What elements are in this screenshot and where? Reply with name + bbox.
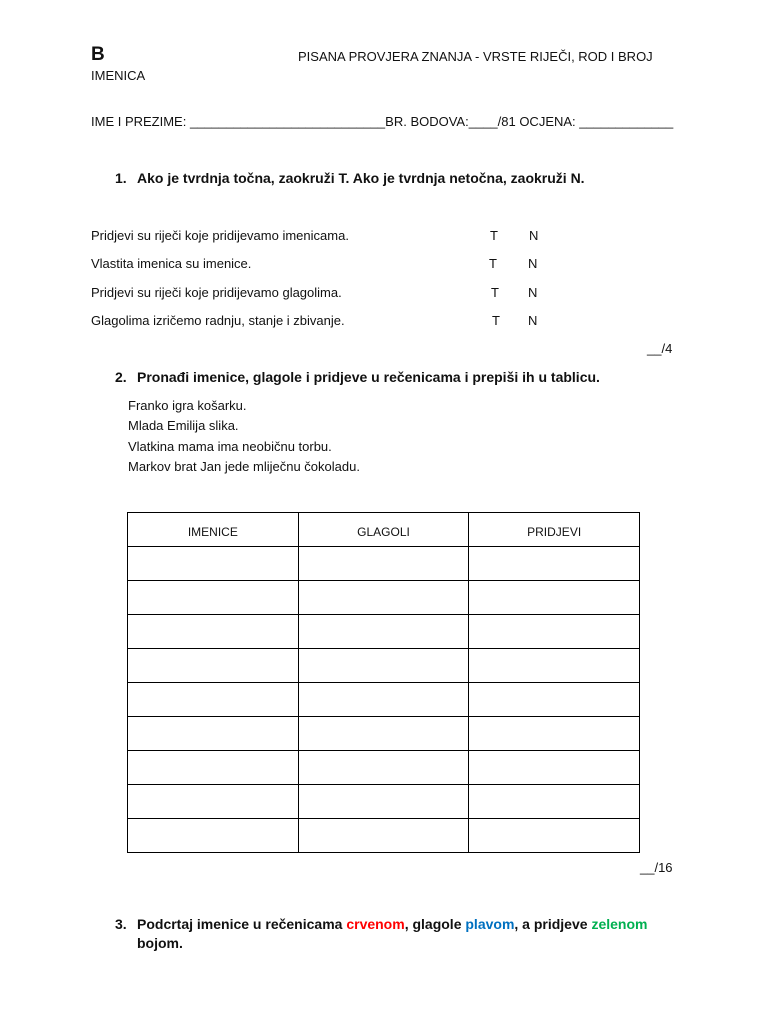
verb-cell[interactable]	[298, 819, 469, 853]
statement-1-true-option[interactable]: T	[490, 228, 498, 243]
question-3-text-mid-1: , glagole	[404, 916, 466, 932]
question-2-title	[115, 369, 600, 385]
statement-4: Glagolima izričemo radnju, stanje i zbivanje.	[91, 313, 345, 328]
noun-cell[interactable]	[128, 649, 299, 683]
question-3-number: 3.	[115, 916, 127, 932]
question-1-text: Ako je tvrdnja točna, zaokruži T. Ako je tvrdnja netočna, zaokruži N.	[137, 170, 585, 186]
statement-2-true-option[interactable]: T	[489, 256, 497, 271]
verb-cell[interactable]	[298, 615, 469, 649]
verb-cell[interactable]	[298, 751, 469, 785]
table-row	[128, 649, 640, 683]
adjective-cell[interactable]	[469, 751, 640, 785]
adjective-cell[interactable]	[469, 683, 640, 717]
statement-1: Pridjevi su riječi koje pridijevamo imenicama.	[91, 228, 349, 243]
table-body	[128, 547, 640, 853]
table-row	[128, 785, 640, 819]
column-header-adjectives: PRIDJEVI	[469, 513, 640, 547]
question-2-text: Pronađi imenice, glagole i pridjeve u rečenicama i prepiši ih u tablicu.	[137, 369, 600, 385]
question-2-score: __/16	[640, 860, 673, 875]
sentence-4: Markov brat Jan jede mliječnu čokoladu.	[128, 459, 360, 474]
adjective-cell[interactable]	[469, 581, 640, 615]
table-row	[128, 819, 640, 853]
question-3-text-start: Podcrtaj imenice u rečenicama	[137, 916, 347, 932]
verb-cell[interactable]	[298, 649, 469, 683]
statement-1-false-option[interactable]: N	[529, 228, 539, 243]
statement-3-false-option[interactable]: N	[528, 285, 538, 300]
noun-cell[interactable]	[128, 751, 299, 785]
table-row	[128, 683, 640, 717]
color-word-green: zelenom	[591, 916, 648, 932]
table-row	[128, 751, 640, 785]
document-title-continuation: IMENICA	[91, 68, 146, 83]
color-word-red: crvenom	[346, 916, 405, 932]
question-1-number: 1.	[115, 170, 127, 186]
column-header-verbs: GLAGOLI	[298, 513, 469, 547]
verb-cell[interactable]	[298, 581, 469, 615]
question-3-title	[115, 916, 647, 932]
noun-cell[interactable]	[128, 785, 299, 819]
table-row	[128, 717, 640, 751]
color-word-blue: plavom	[465, 916, 515, 932]
sentence-2: Mlada Emilija slika.	[128, 418, 239, 433]
adjective-cell[interactable]	[469, 717, 640, 751]
adjective-cell[interactable]	[469, 649, 640, 683]
noun-cell[interactable]	[128, 615, 299, 649]
verb-cell[interactable]	[298, 785, 469, 819]
statement-2: Vlastita imenica su imenice.	[91, 256, 252, 271]
noun-cell[interactable]	[128, 819, 299, 853]
table-row	[128, 615, 640, 649]
verb-cell[interactable]	[298, 547, 469, 581]
statement-2-false-option[interactable]: N	[528, 256, 538, 271]
table-row	[128, 547, 640, 581]
question-3-text-line-2: bojom.	[137, 935, 183, 951]
sentence-3: Vlatkina mama ima neobičnu torbu.	[128, 439, 332, 454]
student-info-line: IME I PREZIME: ___________________________BR. BODOVA:____/81 OCJENA: _____________	[91, 114, 674, 129]
column-header-nouns: IMENICE	[128, 513, 299, 547]
noun-cell[interactable]	[128, 683, 299, 717]
question-2-number: 2.	[115, 369, 127, 385]
question-1-score: __/4	[647, 341, 673, 356]
statement-3-true-option[interactable]: T	[491, 285, 499, 300]
statement-4-false-option[interactable]: N	[528, 313, 538, 328]
adjective-cell[interactable]	[469, 785, 640, 819]
adjective-cell[interactable]	[469, 615, 640, 649]
question-1-title	[115, 170, 585, 186]
table-header-row	[128, 513, 640, 547]
table-row	[128, 581, 640, 615]
noun-cell[interactable]	[128, 717, 299, 751]
document-title: PISANA PROVJERA ZNANJA - VRSTE RIJEČI, ROD I BROJ	[298, 49, 653, 64]
statement-4-true-option[interactable]: T	[492, 313, 500, 328]
verb-cell[interactable]	[298, 717, 469, 751]
verb-cell[interactable]	[298, 683, 469, 717]
noun-cell[interactable]	[128, 581, 299, 615]
adjective-cell[interactable]	[469, 547, 640, 581]
test-variant: B	[91, 44, 105, 65]
noun-cell[interactable]	[128, 547, 299, 581]
word-classification-table	[127, 512, 640, 853]
statement-3: Pridjevi su riječi koje pridijevamo glagolima.	[91, 285, 342, 300]
adjective-cell[interactable]	[469, 819, 640, 853]
question-3-text-mid-2: , a pridjeve	[514, 916, 592, 932]
sentence-1: Franko igra košarku.	[128, 398, 247, 413]
